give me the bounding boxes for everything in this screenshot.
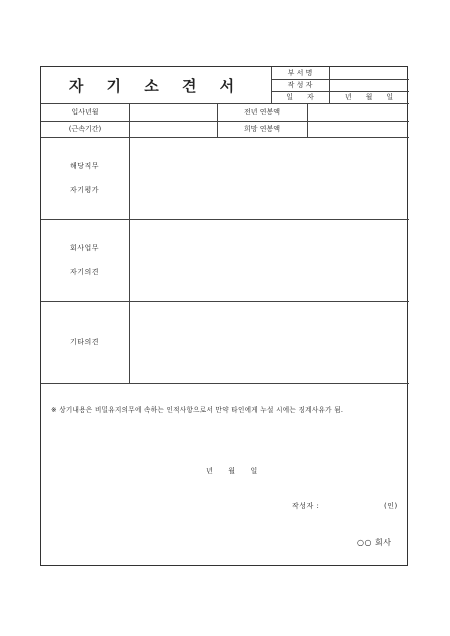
company-name: ○○ 회사 [357,538,392,547]
confidentiality-notice: ※ 상기내용은 비밀유지의무에 속하는 인적사항으로서 만약 타인에게 누설 시에는 징계사유가 됨. [51,406,344,414]
seal-mark: (인) [384,502,398,510]
divider [41,383,409,384]
join-date-label: 입사년월 [71,108,99,116]
hope-salary-label: 희망 연봉액 [243,125,281,133]
company-label-line1: 회사업무 [70,244,100,252]
writer-label: 작 성 자 [287,81,313,89]
self-assessment-form [40,66,408,566]
hope-salary-field[interactable] [308,122,408,136]
form-title: 자 기 소 견 서 [68,76,244,95]
dept-label: 부 서 명 [287,69,313,77]
join-date-field[interactable] [130,104,216,120]
date-value[interactable]: 년 월 일 [344,93,394,101]
footer-writer-field[interactable] [327,498,383,510]
duty-label-line2: 자기평가 [70,186,100,194]
dept-field[interactable] [330,68,408,78]
company-label-line2: 자기의견 [70,268,100,276]
other-opinion-field[interactable] [130,302,408,382]
footer-date: 년 월 일 [206,467,258,475]
prev-salary-label: 전년 연봉액 [243,108,281,116]
writer-field[interactable] [330,80,408,90]
duty-label-line1: 해당직무 [70,162,100,170]
company-opinion-field[interactable] [130,220,408,300]
footer-writer-label: 작성자 : [292,502,320,510]
date-label: 일 자 [286,93,314,101]
other-label: 기타의견 [70,338,100,346]
prev-salary-field[interactable] [308,104,408,120]
tenure-label: (근속기간) [68,125,102,133]
duty-assessment-field[interactable] [130,138,408,218]
tenure-field[interactable] [130,122,216,136]
